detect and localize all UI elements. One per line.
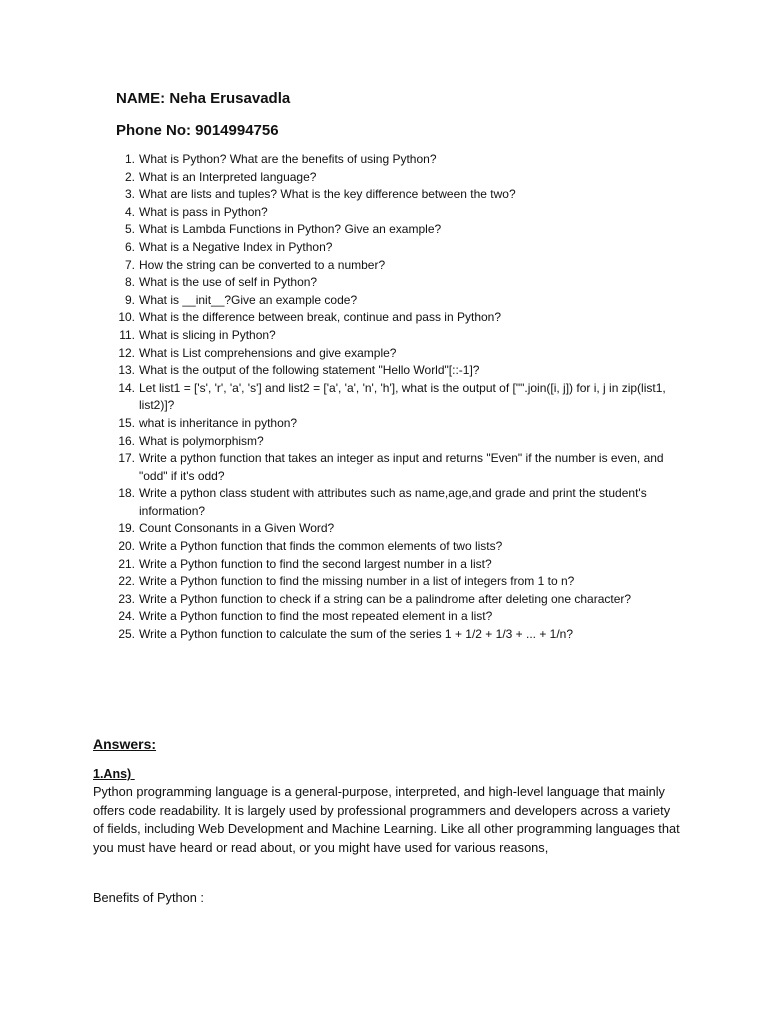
question-text: What is List comprehensions and give example?	[139, 345, 397, 360]
question-number: 5.	[124, 222, 135, 237]
question-number: 21.	[118, 556, 135, 571]
question-item	[112, 520, 672, 538]
question-item	[112, 204, 672, 222]
question-item	[112, 450, 672, 485]
question-item	[112, 257, 672, 275]
question-number: 9.	[124, 292, 135, 307]
question-text: Write a Python function to find the most repeated element in a list?	[139, 609, 493, 624]
answer-1-body: Python programming language is a general-purpose, interpreted, and high-level language that mainly offers code readability. It is largely used by professional programmers and developers across a variety of fields, including Web Development and Machine Learning. Like all other programming languages that you must have heard or read about, or you might have used for various reasons,	[93, 784, 680, 855]
question-text: Write a python class student with attributes such as name,age,and grade and print the student's information?	[139, 486, 647, 518]
question-text: Write a Python function to find the second largest number in a list?	[139, 556, 492, 571]
question-item	[112, 573, 672, 591]
question-item	[112, 327, 672, 345]
question-text: What are lists and tuples? What is the key difference between the two?	[139, 187, 516, 202]
answer-1-label: 1.Ans)	[93, 767, 135, 781]
question-number: 24.	[118, 609, 135, 624]
question-item	[112, 292, 672, 310]
question-text: what is inheritance in python?	[139, 415, 298, 430]
question-number: 25.	[118, 627, 135, 642]
question-item	[112, 556, 672, 574]
question-number: 10.	[118, 310, 135, 325]
question-text: What is Python? What are the benefits of using Python?	[139, 152, 437, 166]
question-number: 20.	[118, 539, 135, 554]
question-text: What is slicing in Python?	[139, 327, 276, 342]
question-text: What is the output of the following statement "Hello World"[::-1]?	[139, 363, 480, 378]
question-text: Write a Python function to check if a string can be a palindrome after deleting one character?	[139, 591, 632, 606]
question-number: 15.	[118, 415, 135, 430]
question-number: 12.	[118, 345, 135, 360]
question-number: 8.	[124, 275, 135, 290]
question-list	[112, 151, 672, 644]
question-text: What is the difference between break, continue and pass in Python?	[139, 310, 502, 325]
student-name: NAME: Neha Erusavadla	[116, 90, 291, 107]
question-text: What is __init__?Give an example code?	[139, 292, 358, 307]
question-text: How the string can be converted to a number?	[139, 257, 386, 272]
question-text: Write a Python function to calculate the sum of the series 1 + 1/2 + 1/3 + ... + 1/n?	[139, 627, 574, 642]
question-text: What is polymorphism?	[139, 433, 264, 448]
question-item	[112, 608, 672, 626]
answers-heading: Answers:	[93, 736, 157, 752]
question-item	[112, 538, 672, 556]
question-item	[112, 151, 672, 169]
question-item	[112, 591, 672, 609]
question-item	[112, 186, 672, 204]
question-text: What is an Interpreted language?	[139, 169, 317, 184]
question-item	[112, 239, 672, 257]
question-item	[112, 274, 672, 292]
question-number: 7.	[124, 257, 135, 272]
question-item	[112, 362, 672, 380]
question-text: Write a Python function that finds the common elements of two lists?	[139, 539, 503, 554]
question-number: 2.	[124, 169, 135, 184]
student-phone: Phone No: 9014994756	[116, 122, 279, 139]
question-item	[112, 626, 672, 644]
benefits-heading: Benefits of Python :	[93, 890, 204, 905]
question-text: Write a Python function to find the missing number in a list of integers from 1 to n?	[139, 574, 575, 589]
question-number: 14.	[118, 380, 135, 395]
question-item	[112, 433, 672, 451]
question-number: 3.	[124, 187, 135, 202]
question-text: Count Consonants in a Given Word?	[139, 521, 335, 536]
question-item	[112, 415, 672, 433]
question-item	[112, 169, 672, 187]
question-item	[112, 309, 672, 327]
question-text: Write a python function that takes an integer as input and returns "Even" if the number is even, and "odd" if it's odd?	[139, 451, 664, 483]
question-number: 6.	[124, 239, 135, 254]
question-text: What is the use of self in Python?	[139, 275, 318, 290]
question-item	[112, 380, 672, 415]
question-text: What is pass in Python?	[139, 204, 268, 219]
question-text: What is a Negative Index in Python?	[139, 239, 333, 254]
question-number: 16.	[118, 433, 135, 448]
question-item	[112, 345, 672, 363]
question-item	[112, 485, 672, 520]
question-number: 22.	[118, 574, 135, 589]
question-number: 17.	[118, 451, 135, 466]
question-number: 11.	[119, 327, 135, 342]
question-number: 18.	[118, 486, 135, 501]
question-number: 4.	[124, 204, 135, 219]
question-item	[112, 221, 672, 239]
question-number: 19.	[118, 521, 135, 536]
question-number: 1.	[124, 152, 135, 166]
question-number: 23.	[118, 591, 135, 606]
question-text: Let list1 = ['s', 'r', 'a', 's'] and list2 = ['a', 'a', 'n', 'h'], what is the output of ["".join([i, j]) for i, j in zip(list1, list2)]?	[139, 380, 666, 413]
question-text: What is Lambda Functions in Python? Give an example?	[139, 222, 442, 237]
question-number: 13.	[118, 363, 135, 378]
